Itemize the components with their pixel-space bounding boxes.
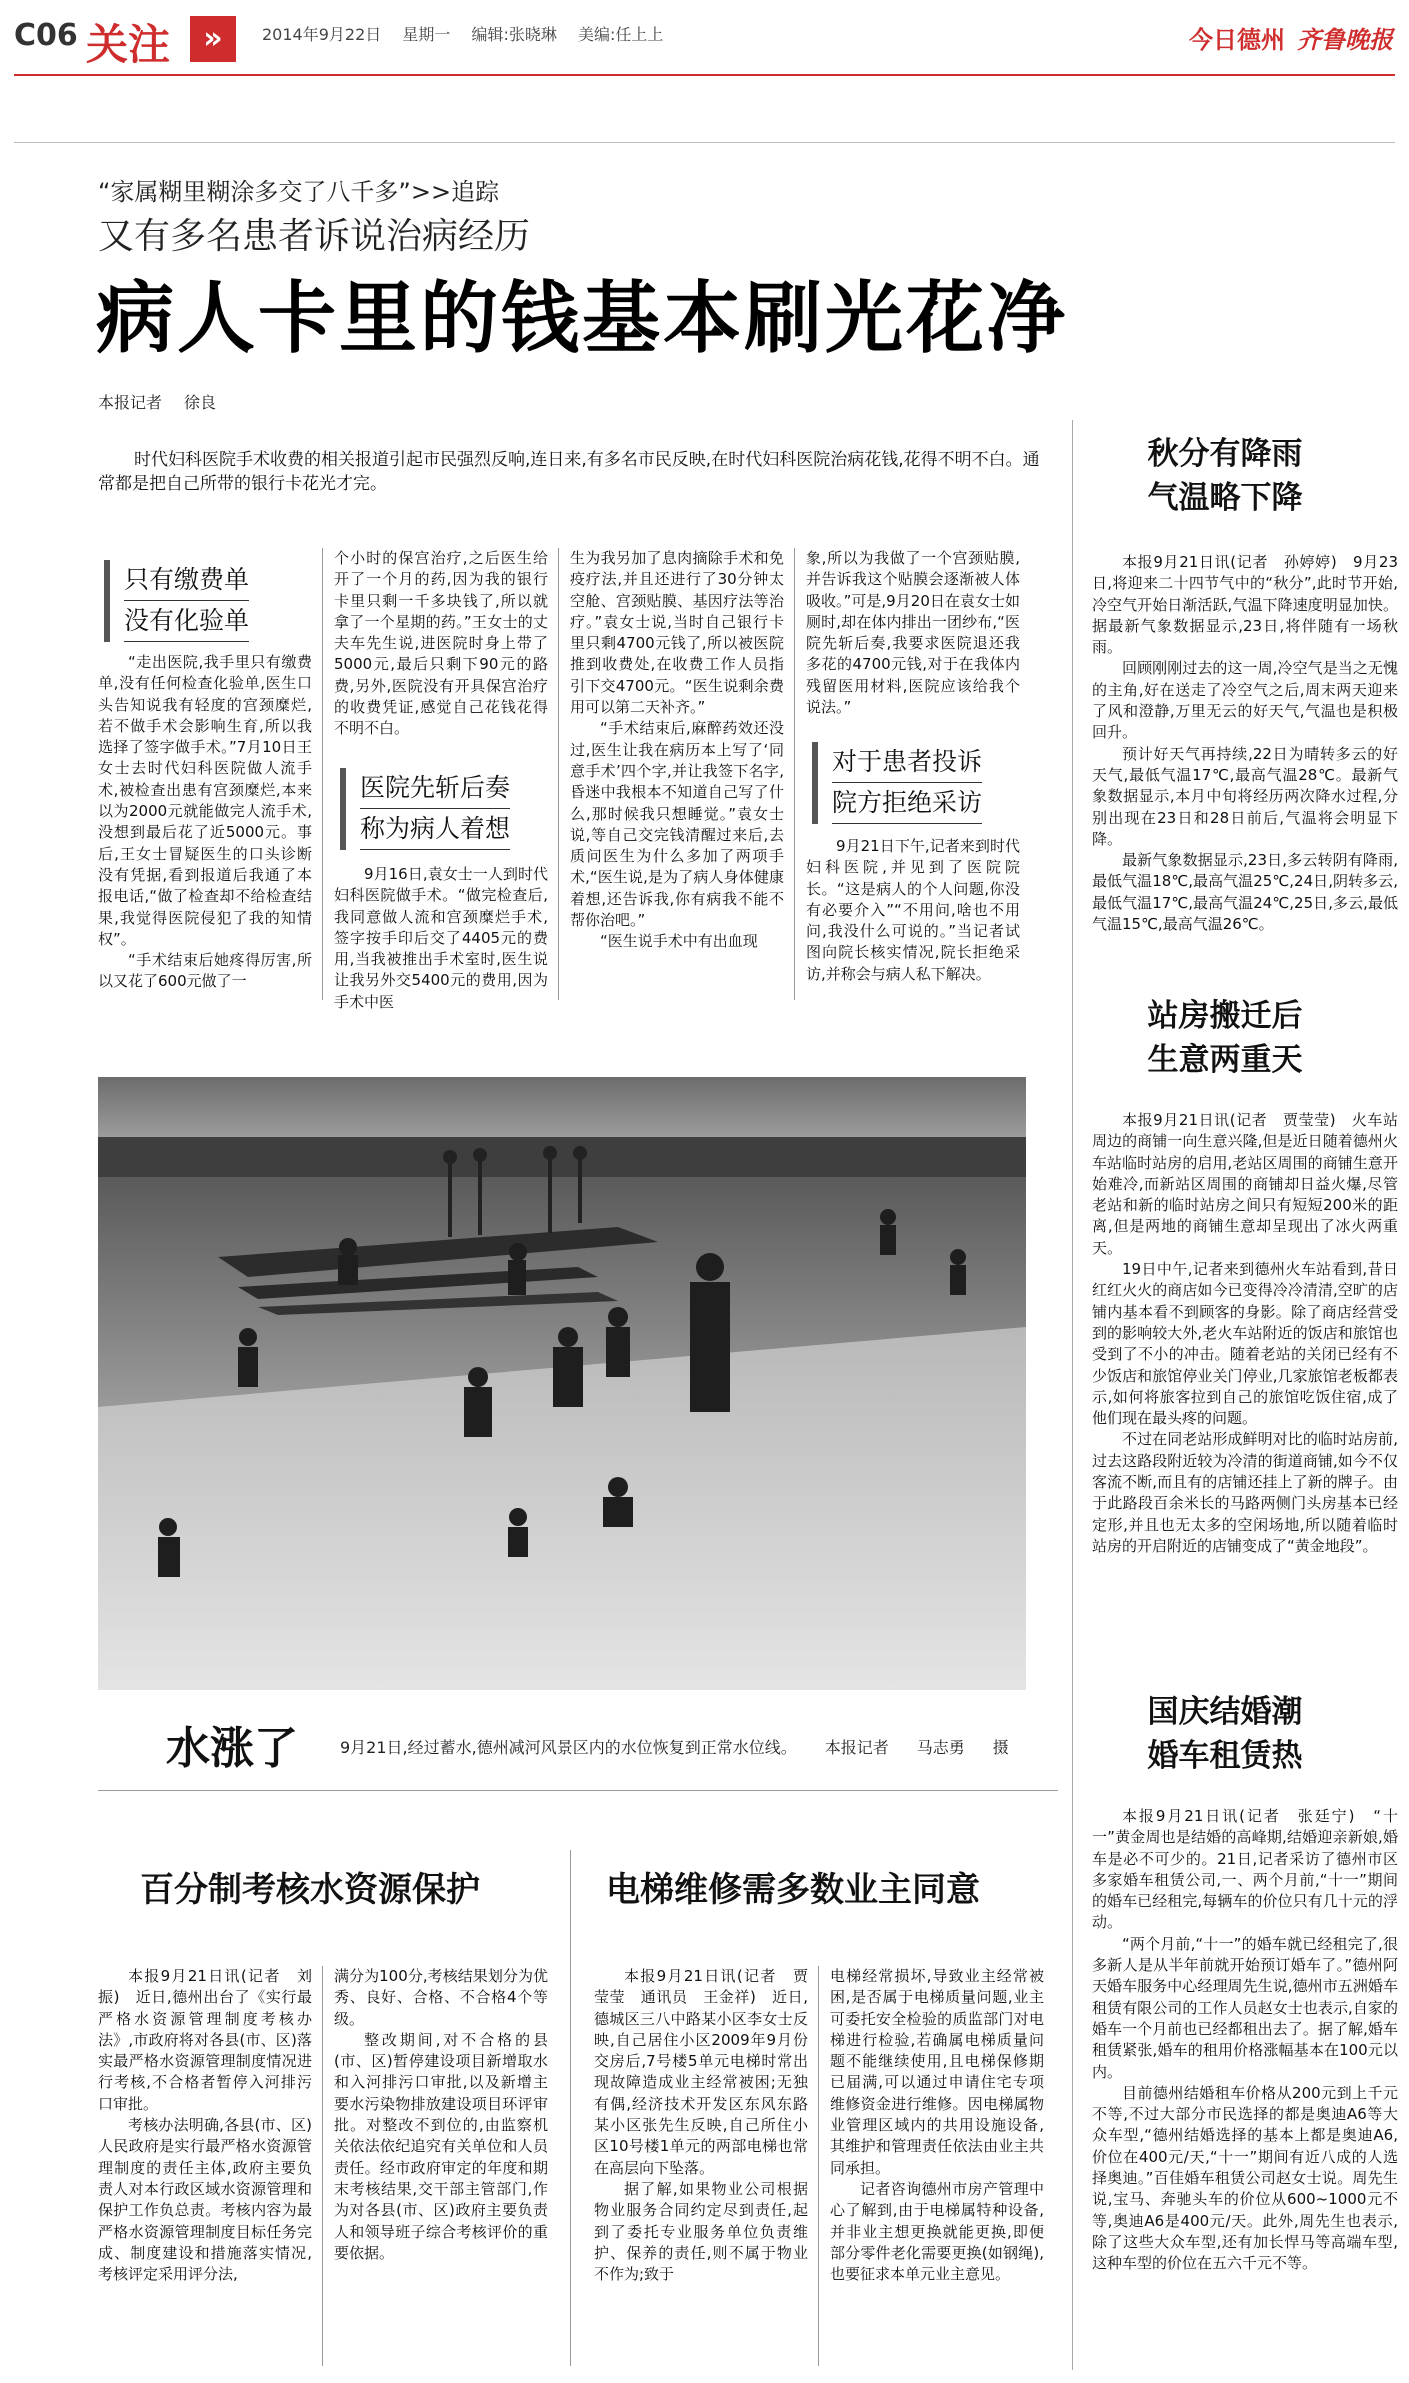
- side-story-1-body: [1092, 552, 1398, 935]
- paragraph: 回顾刚刚过去的这一周,冷空气是当之无愧的主角,好在送走了冷空气之后,周末两天迎来了风和澄静,万里无云的好天气,气温也是积极回升。: [1092, 659, 1398, 742]
- photo-credit-name: 马志勇: [916, 1738, 965, 1757]
- paragraph: 电梯经常损坏,导致业主经常被困,是否属于电梯质量问题,业主可委托安全检验的质监部门对电梯进行检验,若确属电梯质量问题不能继续使用,且电梯保修期已届满,可以通过申请住宅专项维修资金进行维修。因电梯属物业管理区域内的共用设施设备,其维护和管理责任依法由业主共同承担。: [830, 1967, 1044, 2177]
- story-column-4a: [806, 548, 1020, 718]
- side-story-3-title: [1090, 1690, 1360, 1778]
- editor: 编辑:张晓琳: [471, 25, 557, 44]
- paragraph: 本报9月21日讯(记者 刘振) 近日,德州出台了《实行最严格水资源管理制度考核办法》,市政府将对各县(市、区)落实最严格水资源管理制度情况进行考核,不合格者暂停入河排污口审批。: [98, 1967, 312, 2113]
- paragraph: “医生说手术中有出血现: [600, 932, 758, 951]
- subhead-1-line2: 没有化验单: [124, 601, 249, 642]
- paragraph: “两个月前,“十一”的婚车就已经租完了,很多新人是从半年前就开始预订婚车了。”德州阿天婚车服务中心经理周先生说,德州市五洲婚车租赁有限公司的工作人员赵女士也表示,自家的婚车一个月前也已经都租出去了。据了解,婚车租赁紧张,婚车的租用价格涨幅基本在100元以内。: [1092, 1934, 1398, 2081]
- column-rule: [570, 1850, 571, 2366]
- subhead-1: [104, 560, 314, 642]
- issue-meta: [262, 22, 679, 45]
- story-kicker: “家属糊里糊涂多交了八千多”>>追踪: [98, 178, 500, 206]
- story-column-3: [570, 548, 784, 953]
- side-story-2-body: [1092, 1110, 1398, 1557]
- paragraph: 本报9月21日讯(记者 贾莹莹 通讯员 王金祥) 近日,德城区三八中路某小区李女士反映,自己居住小区2009年9月份交房后,7号楼5单元电梯时常出现故障造成业主经常被困;无独有偶,经济技术开发区东风东路某小区张先生反映,自己所住小区10号楼1单元的两部电梯也常在高层向下坠落。: [594, 1967, 808, 2177]
- story-column-4b: [806, 836, 1020, 985]
- story-column-2a: [334, 548, 548, 740]
- paragraph: “手术结束后她疼得厉害,所以又花了600元做了一: [98, 951, 312, 991]
- paragraph: 据了解,如果物业公司根据物业服务合同约定尽到责任,起到了委托专业服务单位负责维护、保养的责任,则不属于物业不作为;致于: [594, 2179, 808, 2284]
- column-rule: [818, 1966, 819, 2366]
- side-story-3-body: [1092, 1806, 1398, 2275]
- sidebar-rule: [1072, 420, 1073, 2370]
- photo-credit-label: 本报记者: [824, 1738, 889, 1757]
- column-rule: [558, 548, 559, 1000]
- issue-date: 2014年9月22日: [262, 25, 382, 44]
- water-story-title: 百分制考核水资源保护: [140, 1870, 480, 1910]
- column-rule: [322, 548, 323, 1000]
- story-column-2b: [334, 864, 548, 1013]
- paragraph: 9月21日下午,记者来到时代妇科医院,并见到了医院院长。“这是病人的个人问题,你没有必要介入”“不用问,啥也不用问,我没什么可说的。”当记者试图向院长核实情况,院长拒绝采访,并称会与病人私下解决。: [806, 837, 1020, 983]
- photo-title: 水涨了: [166, 1723, 298, 1774]
- story-headline: 病人卡里的钱基本刷光花净: [96, 274, 1069, 364]
- water-story-column-1: [98, 1966, 312, 2285]
- subhead-2: [340, 768, 550, 850]
- paragraph: 本报9月21日讯(记者 贾莹莹) 火车站周边的商铺一向生意兴隆,但是近日随着德州火车站临时站房的启用,老站区周围的商铺生意开始难冷,而新站区周围的商铺却日益火爆,尽管老站和新的临时站房之间只有短短200米的距离,但是两地的商铺生意却呈现出了冰火两重天。: [1092, 1111, 1398, 1257]
- byline: [98, 390, 216, 413]
- side-story-1-title: [1090, 432, 1360, 520]
- paragraph: 9月16日,袁女士一人到时代妇科医院做手术。“做完检查后,我同意做人流和宫颈糜烂手术,签字按手印后交了4405元的费用,当我被推出手术室时,医生说让我另外交5400元的费用,因为手术中医: [334, 865, 548, 1011]
- column-rule: [794, 548, 795, 1000]
- news-photo: [98, 1077, 1026, 1690]
- section-title: 关注: [86, 20, 171, 69]
- designer: 美编:任上上: [577, 25, 664, 44]
- subhead-3-line1: 对于患者投诉: [832, 742, 982, 783]
- page-number: C06: [14, 18, 78, 53]
- story-lead: 时代妇科医院手术收费的相关报道引起市民强烈反响,连日来,有多名市民反映,在时代妇科医院治病花钱,花得不明不白。通常都是把自己所带的银行卡花光才完。: [98, 450, 1040, 494]
- paragraph: “手术结束后,麻醉药效还没过,医生让我在病历本上写了‘同意手术’四个字,并让我签下名字,昏迷中我根本不知道自己写了什么,那时候我只想睡觉。”袁女士说,等自己交完钱清醒过来后,去质问医生为什么多加了两项手术,“医生说,是为了病人身体健康着想,还告诉我,你有病我不能不帮你治吧。”: [570, 719, 784, 930]
- subhead-3-line2: 院方拒绝采访: [832, 783, 982, 824]
- byline-name: 徐良: [184, 393, 217, 412]
- paragraph: 19日中午,记者来到德州火车站看到,昔日红红火火的商店如今已变得冷冷清清,空旷的店铺内基本看不到顾客的身影。除了商店经营受到的影响较大外,老火车站附近的饭店和旅馆也受到了不小的冲击。随着老站的关闭已经有不少饭店和旅馆停业关门停业,几家旅馆老板都表示,如何将旅客拉到自己的旅馆吃饭住宿,成了他们现在最头疼的问题。: [1092, 1260, 1398, 1428]
- elevator-story-column-2: [830, 1966, 1044, 2285]
- section-rule: [98, 1790, 1058, 1791]
- paragraph: 整改期间,对不合格的县(市、区)暂停建设项目新增取水和入河排污口审批,以及新增主要水污染物排放建设项目环评审批。对整改不到位的,由监察机关依法依纪追究有关单位和人员责任。经市政府审定的年度和期末考核结果,交干部主管部门,作为对各县(市、区)政府主要负责人和领导班子综合考核评价的重要依据。: [334, 2030, 548, 2262]
- column-rule: [322, 1966, 323, 2366]
- paragraph: 记者咨询德州市房产管理中心了解到,由于电梯属特种设备,并非业主想更换就能更换,即便部分零件老化需要更换(如钢绳),也要征求本单元业主意见。: [830, 2179, 1044, 2284]
- side-title-line: 婚车租赁热: [1147, 1738, 1303, 1774]
- side-story-2-title: [1090, 994, 1360, 1082]
- story-column-1: [98, 652, 312, 993]
- side-title-line: 生意两重天: [1147, 1042, 1303, 1078]
- paragraph: 象,所以为我做了一个宫颈贴膜,并告诉我这个贴膜会逐渐被人体吸收。”可是,9月20日在袁女士如厕时,却在体内排出一团纱布,“医院先斩后奏,我要求医院退还我多花的4700元钱,对于在我体内残留医用材料,医院应该给我个说法。”: [806, 549, 1020, 717]
- header-rule-thin: [14, 142, 1395, 143]
- side-title-line: 国庆结婚潮: [1147, 1694, 1303, 1730]
- paragraph: 考核办法明确,各县(市、区)人民政府是实行最严格水资源管理制度的责任主体,政府主要负责人对本行政区域水资源管理和保护工作负总责。考核内容为最严格水资源管理制度目标任务完成、制度建设和措施落实情况,考核评定采用评分法,: [98, 2116, 312, 2284]
- photo-caption-text: 9月21日,经过蓄水,德州减河风景区内的水位恢复到正常水位线。: [340, 1738, 797, 1757]
- subhead-2-line2: 称为病人着想: [360, 809, 510, 850]
- side-title-line: 气温略下降: [1147, 480, 1303, 516]
- paragraph: 生为我另加了息肉摘除手术和免疫疗法,并且还进行了30分钟太空舱、宫颈贴膜、基因疗法等治疗。”袁女士说,当时自己银行卡里只剩4700元钱了,所以被医院推到收费处,在收费工作人员指引下交4700元。“医生说剩余费用可以第二天补齐。”: [570, 549, 784, 717]
- beach-scene-image: [98, 1077, 1026, 1690]
- water-story-column-2: [334, 1966, 548, 2264]
- subhead-3: [812, 742, 1022, 824]
- paragraph: 个小时的保宫治疗,之后医生给开了一个月的药,因为我的银行卡里只剩一千多块钱了,所以就拿了一个星期的药。”王女士的丈夫车先生说,进医院时身上带了5000元,最后只剩下90元的路费,另外,医院没有开具保宫治疗的收费凭证,感觉自己花钱花得不明不白。: [334, 549, 548, 738]
- masthead: [1189, 20, 1393, 55]
- photo-credit-suffix: 摄: [992, 1738, 1009, 1757]
- paragraph: 目前德州结婚租车价格从200元到上千元不等,不过大部分市民选择的都是奥迪A6等大众车型,“德州结婚选择的基本上都是奥迪A6,价位在400元/天,“十一”期间有近八成的人选择奥迪。”百佳婚车租赁公司赵女士说。周先生说,宝马、奔驰头车的价位从600~1000元不等,奥迪A6是400元/天。此外,周先生也表示,除了这些大众车型,还有加长悍马等高端车型,这种车型的价位在五六千元不等。: [1092, 2083, 1398, 2273]
- double-chevron-icon: »: [190, 16, 236, 62]
- photo-caption: [340, 1735, 1009, 1758]
- paragraph: 本报9月21日讯(记者 张廷宁) “十一”黄金周也是结婚的高峰期,结婚迎亲新娘,婚车是必不可少的。21日,记者采访了德州市区多家婚车租赁公司,一、两个月前,“十一”期间的婚车已经租完,每辆车的价位只有几十元的浮动。: [1092, 1807, 1398, 1932]
- masthead-local: 今日德州: [1189, 26, 1285, 54]
- header-rule: [14, 74, 1395, 76]
- byline-label: 本报记者: [98, 393, 163, 412]
- subhead-2-line1: 医院先斩后奏: [360, 768, 510, 809]
- elevator-story-column-1: [594, 1966, 808, 2285]
- paragraph: “走出医院,我手里只有缴费单,没有任何检查化验单,医生口头告知说我有轻度的宫颈糜烂,若不做手术会影响生育,所以我选择了签字做手术。”7月10日王女士去时代妇科医院做人流手术,被检查出患有宫颈糜烂,本来以为2000元就能做完人流手术,没想到最后花了近5000元。事后,王女士冒疑医生的口头诊断没有凭据,看到报道后我通了本报电话,“做了检查却不给检查结果,我觉得医院侵犯了我的知情权”。: [98, 653, 312, 948]
- subhead-1-line1: 只有缴费单: [124, 560, 249, 601]
- paragraph: 最新气象数据显示,23日,多云转阴有降雨,最低气温18℃,最高气温25℃,24日,阴转多云,最低气温17℃,最高气温24℃,25日,多云,最低气温15℃,最高气温26℃。: [1092, 851, 1398, 934]
- paragraph: 不过在同老站形成鲜明对比的临时站房前,过去这路段附近较为冷清的街道商铺,如今不仅客流不断,而且有的店铺还挂上了新的牌子。由于此路段百余米长的马路两侧门头房基本已经定形,并且也无太多的空闲场地,所以随着临时站房的开启附近的店铺变成了“黄金地段”。: [1092, 1430, 1398, 1555]
- story-subtitle: 又有多名患者诉说治病经历: [98, 216, 531, 257]
- side-title-line: 秋分有降雨: [1147, 436, 1303, 472]
- paragraph: 预计好天气再持续,22日为晴转多云的好天气,最低气温17℃,最高气温28℃。最新气象数据显示,本月中旬将经历两次降水过程,分别出现在23日和28日前后,气温将会明显下降。: [1092, 744, 1398, 848]
- paragraph: 满分为100分,考核结果划分为优秀、良好、合格、不合格4个等级。: [334, 1967, 548, 2028]
- side-title-line: 站房搬迁后: [1147, 998, 1303, 1034]
- issue-weekday: 星期一: [402, 25, 451, 44]
- masthead-paper: 齐鲁晚报: [1297, 26, 1393, 54]
- elevator-story-title: 电梯维修需多数业主同意: [606, 1870, 980, 1910]
- paragraph: 本报9月21日讯(记者 孙婷婷) 9月23日,将迎来二十四节气中的“秋分”,此时节开始,冷空气开始日渐活跃,气温下降速度明显加快。据最新气象数据显示,23日,将伴随有一场秋雨。: [1092, 553, 1398, 657]
